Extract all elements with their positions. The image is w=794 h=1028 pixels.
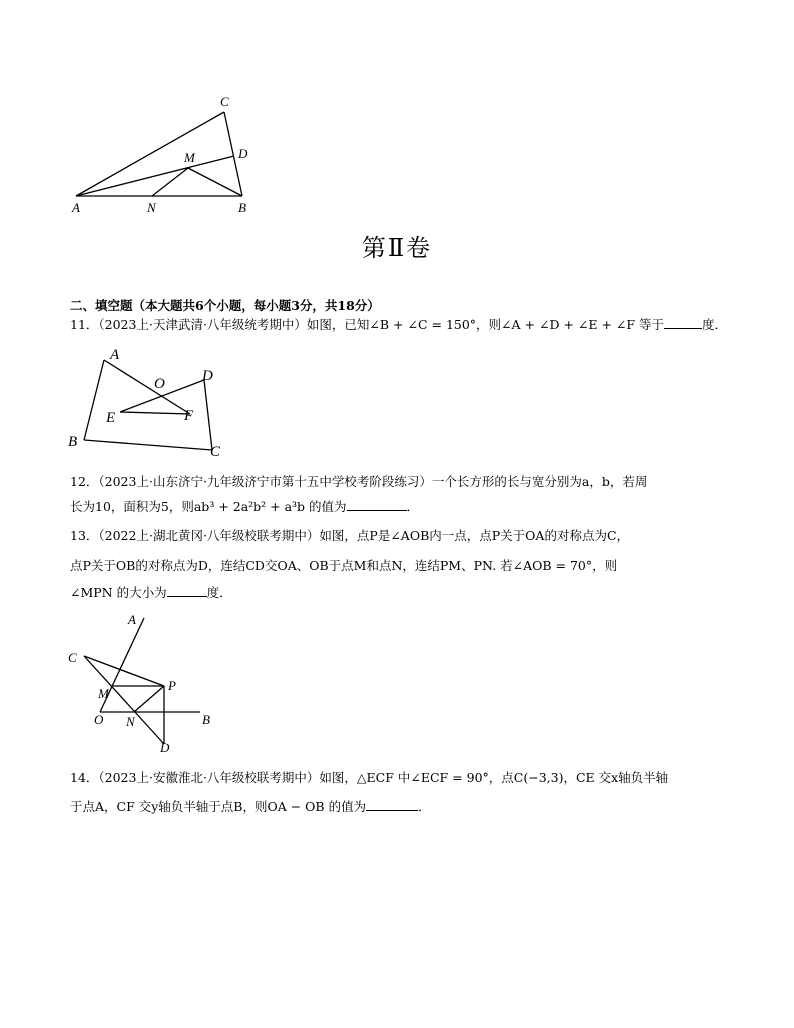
- answer-blank-13[interactable]: [167, 582, 207, 597]
- question-14-suffix: ．: [418, 799, 431, 814]
- label-e: E: [106, 410, 116, 426]
- figure-q13: [64, 606, 224, 756]
- answer-blank-12[interactable]: [347, 496, 407, 511]
- label-d: D: [202, 368, 213, 384]
- label-c: C: [210, 444, 221, 460]
- label-b: B: [202, 712, 210, 727]
- answer-blank-11[interactable]: [664, 314, 702, 329]
- label-a: A: [72, 200, 80, 215]
- question-13-text: ∠MPN 的大小为: [70, 585, 167, 600]
- label-a: A: [110, 347, 120, 363]
- question-13-line-2: 点P关于OB的对称点为D，连结CD交OA、OB于点M和点N，连结PM、PN. 若∠AOB = 70°，则: [70, 558, 618, 573]
- label-d: D: [160, 740, 170, 755]
- question-13-line-3: [70, 582, 232, 603]
- question-13-line-1: 13．（2022上·湖北黄冈·八年级校联考期中）如图，点P是∠AOB内一点，点P关于OA的对称点为C，: [70, 528, 630, 543]
- answer-blank-14[interactable]: [366, 796, 418, 811]
- label-d: D: [238, 146, 248, 161]
- question-14-text: 于点A，CF 交y轴负半轴于点B，则OA − OB 的值为: [70, 799, 367, 814]
- label-c: C: [68, 650, 77, 665]
- label-n: N: [147, 200, 156, 215]
- label-m: M: [184, 150, 195, 165]
- question-11: [70, 314, 727, 335]
- question-14-line-1: 14．（2023上·安徽淮北·八年级校联考期中）如图，△ECF 中∠ECF = 90°，点C(−3,3)，CE 交x轴负半轴: [70, 770, 669, 785]
- question-12-line-2: [70, 496, 419, 517]
- label-o: O: [154, 376, 165, 392]
- question-12-line-1: 12．（2023上·山东济宁·九年级济宁市第十五中学校考阶段练习）一个长方形的长与宽分别为a，b，若周: [70, 474, 648, 489]
- section-heading: 二、填空题（本大题共6个小题，每小题3分，共18分）: [70, 298, 380, 313]
- label-b: B: [68, 434, 78, 450]
- label-o: O: [94, 712, 104, 727]
- question-11-text: 11．（2023上·天津武清·八年级统考期中）如图，已知∠B + ∠C = 150°，则∠A + ∠D + ∠E + ∠F 等于: [70, 317, 665, 332]
- page-title: 第Ⅱ卷: [361, 234, 433, 262]
- label-a: A: [128, 612, 136, 627]
- label-f: F: [184, 408, 194, 424]
- figure-q11: [64, 342, 234, 462]
- label-p: P: [168, 678, 176, 693]
- question-13-suffix: 度．: [206, 585, 232, 600]
- label-b: B: [238, 200, 246, 215]
- label-c: C: [220, 94, 229, 109]
- question-12-text: 长为10，面积为5，则ab³ + 2a²b² + a³b 的值为: [70, 499, 347, 514]
- label-m: M: [98, 686, 109, 701]
- question-12-suffix: ．: [406, 499, 420, 514]
- question-11-suffix: 度．: [702, 317, 728, 332]
- question-14-line-2: [70, 796, 431, 817]
- label-n: N: [126, 714, 135, 729]
- figure-triangle-abc: [64, 92, 264, 222]
